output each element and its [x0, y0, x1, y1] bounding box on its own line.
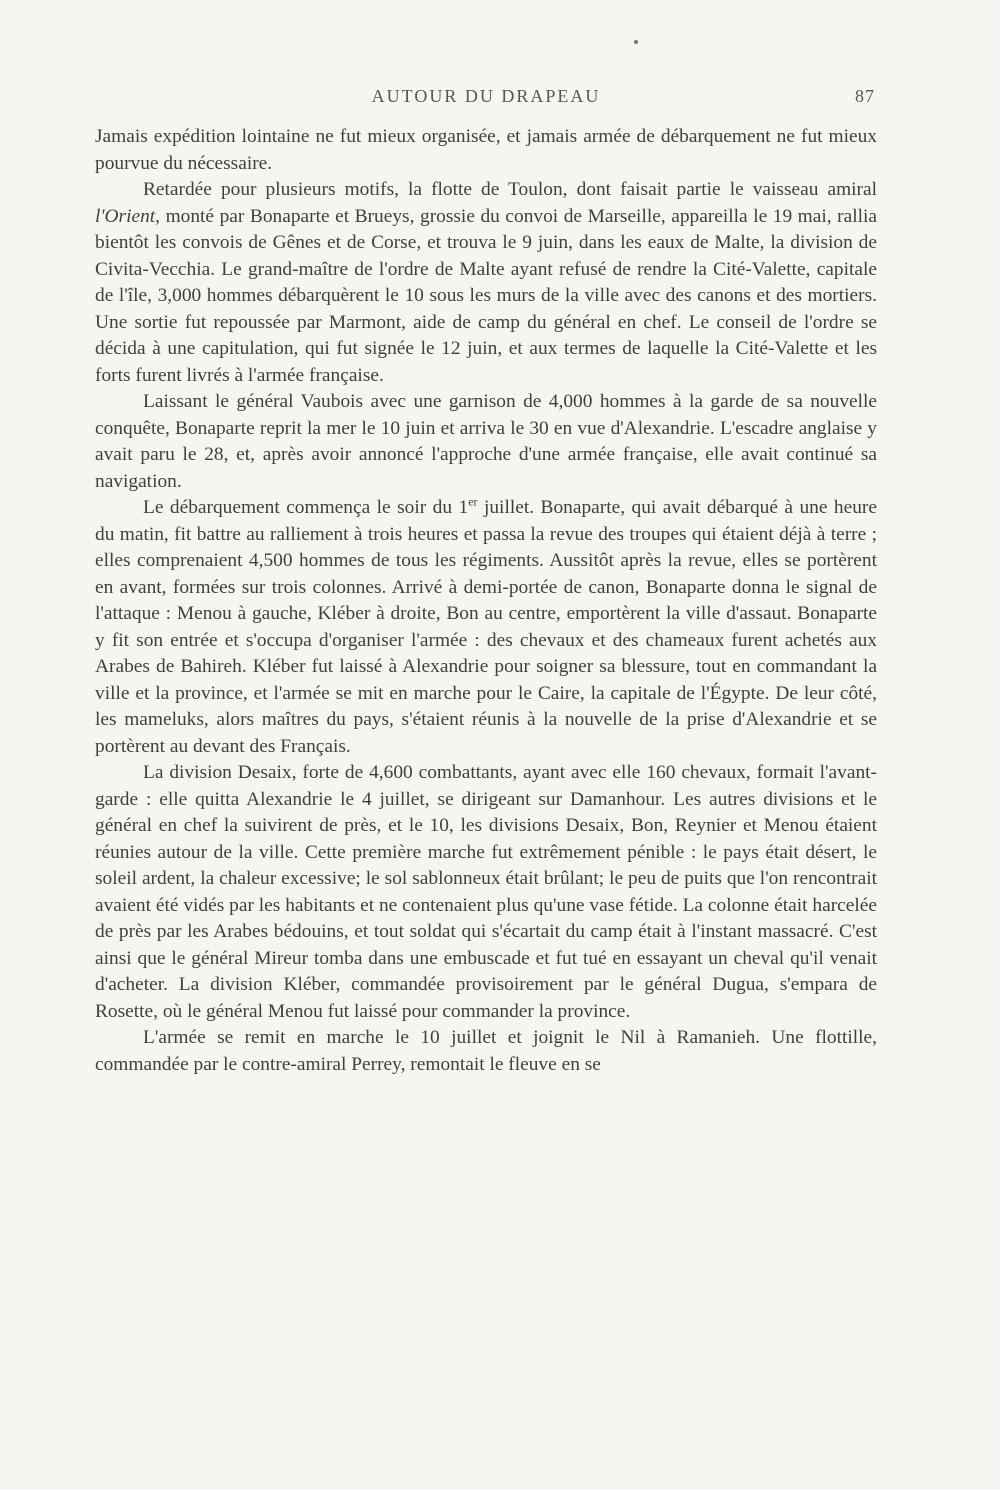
running-head [95, 82, 877, 118]
paragraph-4 [95, 495, 877, 760]
paragraph-1-text: Jamais expédition lointaine ne fut mieux organisée, et jamais armée de débarquement ne fut mieux pourvue du nécessaire. [95, 126, 877, 174]
paragraph-5 [95, 760, 877, 1025]
ink-speck [634, 40, 638, 44]
ordinal-superscript: er [468, 494, 478, 509]
running-title: AUTOUR DU DRAPEAU [371, 86, 601, 106]
paragraph-2-text-after: , monté par Bonaparte et Brueys, grossie du convoi de Marseille, appareilla le 19 mai, rallia bientôt les convois de Gênes et de Corse, et trouva le 9 juin, dans les eaux de Malte, la division de Civita-Vecchia. Le grand-maître de l'ordre de Malte ayant refusé de rendre la Cité-Valette, capitale de l'île, 3,000 hommes débarquèrent le 10 sous les murs de la ville avec des canons et des mortiers. Une sortie fut repoussée par Marmont, aide de camp du général en chef. Le conseil de l'ordre se décida à une capitulation, qui fut signée le 12 juin, et aux termes de laquelle la Cité-Valette et les forts furent livrés à l'armée française. [95, 205, 877, 386]
paragraph-3 [95, 389, 877, 495]
paragraph-6-text: L'armée se remit en marche le 10 juillet et joignit le Nil à Ramanieh. Une flottille, commandée par le contre-amiral Perrey, remontait le fleuve en se [95, 1027, 877, 1075]
paragraph-2 [95, 177, 877, 389]
book-page [95, 82, 877, 1422]
paragraph-2-text-before: Retardée pour plusieurs motifs, la flotte de Toulon, dont faisait partie le vaisseau amiral [143, 179, 877, 200]
paragraph-5-text: La division Desaix, forte de 4,600 combattants, ayant avec elle 160 chevaux, formait l'avant-garde : elle quitta Alexandrie le 4 juillet, se dirigeant sur Damanhour. Les autres divisions et le général en chef la suivirent de près, et le 10, les divisions Desaix, Bon, Reynier et Menou étaient réunies autour de la ville. Cette première marche fut extrêmement pénible : le pays était désert, le soleil ardent, la chaleur excessive; le sol sablonneux était brûlant; le peu de puits que l'on rencontrait avaient été vidés par les habitants et ne contenaient plus qu'une vase fétide. La colonne était harcelée de près par les Arabes bédouins, et tout soldat qui s'écartait du camp était à l'instant massacré. C'est ainsi que le général Mireur tomba dans une embuscade et fut tué en essayant un cheval qu'il venait d'acheter. La division Kléber, commandée provisoirement par le général Dugua, s'empara de Rosette, où le général Menou fut laissé pour commander la province. [95, 762, 877, 1022]
page-number: 87 [855, 86, 875, 106]
paragraph-4-text-after: juillet. Bonaparte, qui avait débarqué à une heure du matin, fit battre au ralliement à trois heures et passa la revue des troupes qui étaient déjà à terre ; elles comprenaient 4,500 hommes de tous les régiments. Aussitôt après la revue, elles se portèrent en avant, formées sur trois colonnes. Arrivé à demi-portée de canon, Bonaparte donna le signal de l'attaque : Menou à gauche, Kléber à droite, Bon au centre, emportèrent la ville d'assaut. Bonaparte y fit son entrée et s'occupa d'organiser l'armée : des chevaux et des chameaux furent achetés aux Arabes de Bahireh. Kléber fut laissé à Alexandrie pour soigner sa blessure, tout en commandant la ville et la province, et l'armée se mit en marche pour le Caire, la capitale de l'Égypte. De leur côté, les mameluks, alors maîtres du pays, s'étaient réunis à la nouvelle de la prise d'Alexandrie et se portèrent au devant des Français. [95, 497, 877, 757]
paragraph-4-text-before: Le débarquement commença le soir du 1 [143, 497, 469, 518]
ship-name-italic: l'Orient [95, 205, 156, 227]
paragraph-3-text: Laissant le général Vaubois avec une garnison de 4,000 hommes à la garde de sa nouvelle conquête, Bonaparte reprit la mer le 10 juin et arriva le 30 en vue d'Alexandrie. L'escadre anglaise y avait paru le 28, et, après avoir annoncé l'approche d'une armée française, elle avait continué sa navigation. [95, 391, 877, 492]
paragraph-6 [95, 1025, 877, 1078]
paragraph-1 [95, 124, 877, 177]
body-text [95, 124, 877, 1078]
